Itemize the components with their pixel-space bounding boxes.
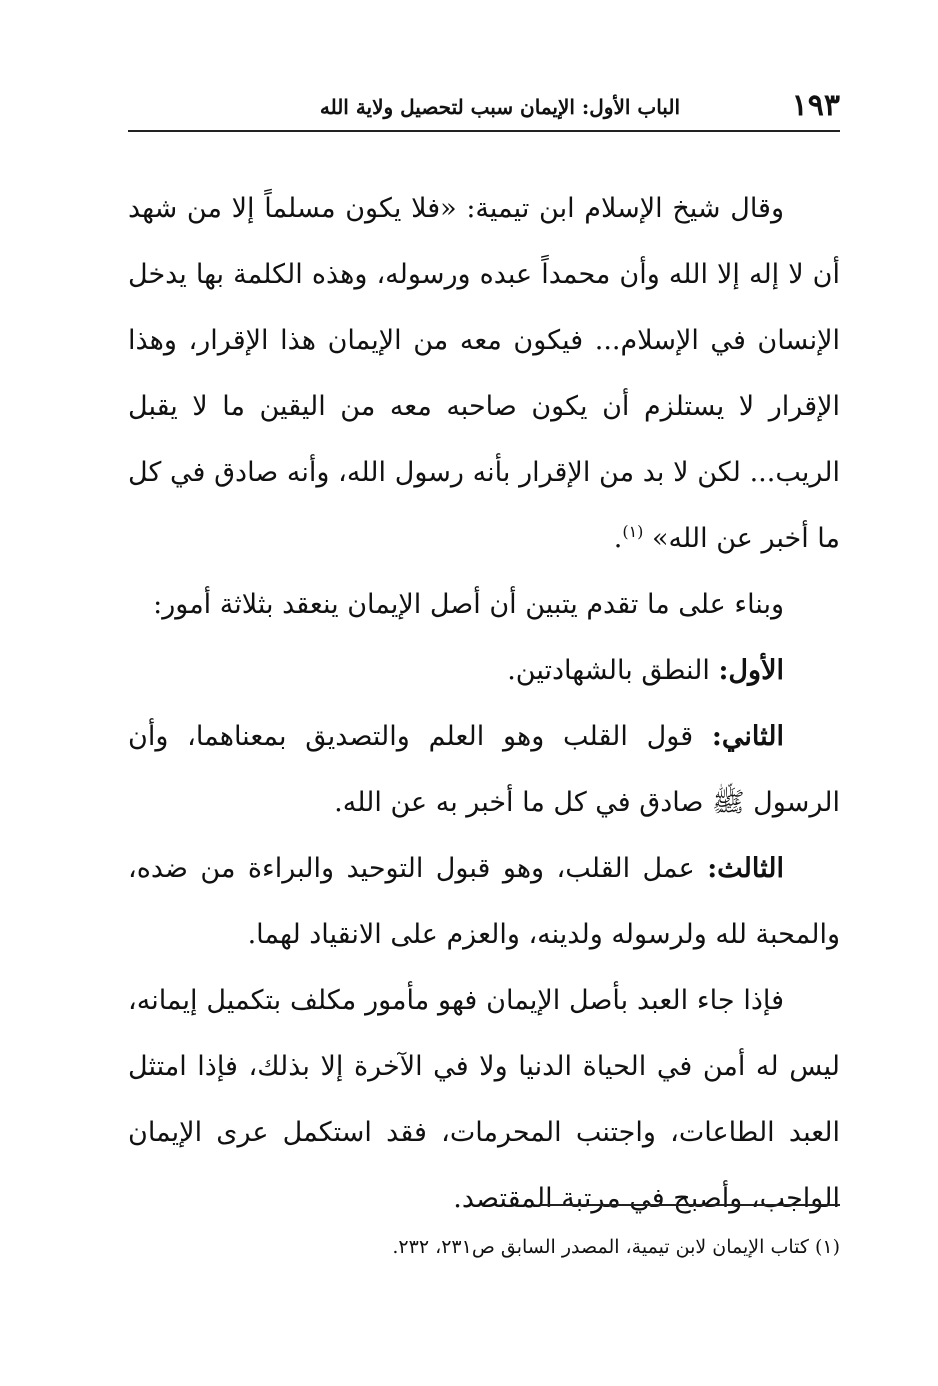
main-text <box>128 176 840 1232</box>
footnote-1: (١) كتاب الإيمان لابن تيمية، المصدر السابق ص٢٣١، ٢٣٢. <box>392 1236 840 1258</box>
third-term: الثالث: <box>707 853 784 884</box>
first-item <box>128 638 840 704</box>
quote-paragraph <box>128 176 840 572</box>
first-term: الأول: <box>718 655 784 686</box>
second-term: الثاني: <box>711 721 784 752</box>
third-text: عمل القلب، وهو قبول التوحيد والبراءة من ضده، والمحبة لله ولرسوله ولدينه، والعزم على الانقياد لهما. <box>128 853 840 950</box>
page-number: ١٩٣ <box>791 88 840 123</box>
intro-paragraph: وبناء على ما تقدم يتبين أن أصل الإيمان ينعقد بثلاثة أمور: <box>153 589 784 620</box>
footnote-rule <box>540 1204 840 1206</box>
third-item <box>128 836 840 968</box>
quote-end-punctuation: . <box>613 523 623 554</box>
second-text: قول القلب وهو العلم والتصديق بمعناهما، وأن الرسول ﷺ صادق في كل ما أخبر به عن الله. <box>128 721 840 818</box>
footnote-reference: (١) <box>622 522 644 541</box>
quote-text: وقال شيخ الإسلام ابن تيمية: «فلا يكون مسلماً إلا من شهد أن لا إله إلا الله وأن محمداً عبده ورسوله، وهذه الكلمة بها يدخل الإنسان في الإسلام... فيكون معه من الإيمان هذا الإقرار، وهذا الإقرار لا يستلزم أن يكون صاحبه معه من اليقين ما لا يقبل الريب... لكن لا بد من الإقرار بأنه رسول الله، وأنه صادق في كل ما أخبر عن الله» <box>128 193 840 554</box>
second-item <box>128 704 840 836</box>
page-header <box>128 84 840 128</box>
first-text: النطق بالشهادتين. <box>507 655 719 686</box>
running-title: الباب الأول: الإيمان سبب لتحصيل ولاية الله <box>319 95 680 119</box>
closing-paragraph: فإذا جاء العبد بأصل الإيمان فهو مأمور مكلف بتكميل إيمانه، ليس له أمن في الحياة الدنيا ولا في الآخرة إلا بذلك، فإذا امتثل العبد الطاعات، واجتنب المحرمات، فقد استكمل عرى الإيمان الواجب، وأصبح في مرتبة المقتصد. <box>128 985 840 1214</box>
header-rule <box>128 130 840 132</box>
